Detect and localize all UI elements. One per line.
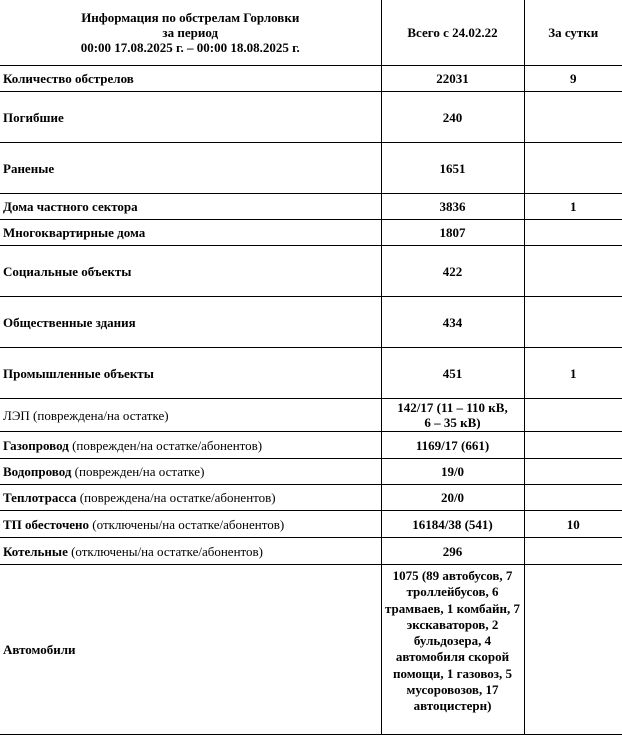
table-row xyxy=(0,66,622,92)
row-day xyxy=(524,565,622,735)
row-label xyxy=(0,432,381,459)
table-row xyxy=(0,432,622,459)
row-day: 10 xyxy=(524,511,622,538)
row-day xyxy=(524,143,622,194)
row-day xyxy=(524,246,622,297)
table-row xyxy=(0,220,622,246)
row-label-text: Количество обстрелов xyxy=(3,71,134,86)
table-title-line-1: Информация по обстрелам Горловки xyxy=(81,9,300,25)
table-row xyxy=(0,92,622,143)
row-label xyxy=(0,565,381,735)
row-label-text: Автомобили xyxy=(3,642,76,657)
row-label-text: Социальные объекты xyxy=(3,263,132,279)
row-total: 434 xyxy=(381,297,524,348)
row-label xyxy=(0,485,381,511)
row-label-text: Общественные здания xyxy=(3,314,136,330)
row-label-text: Теплотрасса xyxy=(3,490,77,505)
table-row xyxy=(0,565,622,735)
row-day: 1 xyxy=(524,348,622,399)
row-label-text: Дома частного сектора xyxy=(3,199,138,214)
row-total: 3836 xyxy=(381,194,524,220)
row-total: 451 xyxy=(381,348,524,399)
table-row xyxy=(0,194,622,220)
table-title-line-2: за период xyxy=(162,24,219,40)
row-label-note: (отключены/на остатке/абонентов) xyxy=(89,516,285,532)
row-label-text: Многоквартирные дома xyxy=(3,225,146,240)
row-label-note: (повреждена/на остатке) xyxy=(29,407,169,423)
row-total: 22031 xyxy=(381,66,524,92)
row-day xyxy=(524,399,622,432)
table-title-line-3: 00:00 17.08.2025 г. – 00:00 18.08.2025 г. xyxy=(80,39,300,55)
row-label-note: (отключены/на остатке/абонентов) xyxy=(67,543,264,559)
row-day xyxy=(524,297,622,348)
table-row xyxy=(0,399,622,432)
row-total: 422 xyxy=(381,246,524,297)
row-label xyxy=(0,246,381,297)
row-label-text: Раненые xyxy=(3,160,55,176)
column-header-day: За сутки xyxy=(524,0,622,66)
row-label xyxy=(0,538,381,565)
row-label-note: (поврежден/на остатке) xyxy=(71,464,205,479)
table-row xyxy=(0,485,622,511)
table-title-cell xyxy=(0,0,381,66)
table-row xyxy=(0,459,622,485)
row-total: 1075 (89 автобусов, 7 троллейбусов, 6 трамваев, 1 комбайн, 7 экскаваторов, 2 бульдозера, 4 автомобиля скорой помощи, 1 газовоз, 5 мусоровозов, 17 автоцистерн) xyxy=(381,565,524,735)
row-label-note: (повреждена/на остатке/абонентов) xyxy=(76,490,276,505)
row-day: 1 xyxy=(524,194,622,220)
row-label xyxy=(0,220,381,246)
row-total: 142/17 (11 – 110 кВ, 6 – 35 кВ) xyxy=(381,399,524,432)
row-label xyxy=(0,297,381,348)
row-label-text: Промышленные объекты xyxy=(3,365,154,381)
row-label xyxy=(0,66,381,92)
row-total: 20/0 xyxy=(381,485,524,511)
row-total: 296 xyxy=(381,538,524,565)
row-label xyxy=(0,92,381,143)
row-day xyxy=(524,92,622,143)
row-label-text: Водопровод xyxy=(3,464,72,479)
table-row xyxy=(0,246,622,297)
row-label xyxy=(0,348,381,399)
row-label xyxy=(0,459,381,485)
row-day xyxy=(524,485,622,511)
table-row xyxy=(0,511,622,538)
row-total: 1807 xyxy=(381,220,524,246)
row-day: 9 xyxy=(524,66,622,92)
row-day xyxy=(524,220,622,246)
table-header-row xyxy=(0,0,622,66)
table-row xyxy=(0,348,622,399)
row-label-text: Погибшие xyxy=(3,109,64,125)
row-day xyxy=(524,538,622,565)
row-label xyxy=(0,194,381,220)
row-label-text: ЛЭП xyxy=(3,407,30,423)
row-label-text: Котельные xyxy=(3,543,68,559)
table-row xyxy=(0,538,622,565)
row-label xyxy=(0,511,381,538)
row-label-text: Газопровод xyxy=(3,437,69,453)
row-label xyxy=(0,399,381,432)
row-total: 19/0 xyxy=(381,459,524,485)
row-total: 1651 xyxy=(381,143,524,194)
row-label-note: (поврежден/на остатке/абонентов) xyxy=(68,437,263,453)
row-total: 16184/38 (541) xyxy=(381,511,524,538)
row-label xyxy=(0,143,381,194)
row-day xyxy=(524,459,622,485)
row-label-text: ТП обесточено xyxy=(3,516,90,532)
row-total: 240 xyxy=(381,92,524,143)
table-row xyxy=(0,297,622,348)
row-total: 1169/17 (661) xyxy=(381,432,524,459)
column-header-total: Всего с 24.02.22 xyxy=(381,0,524,66)
row-day xyxy=(524,432,622,459)
table-row xyxy=(0,143,622,194)
